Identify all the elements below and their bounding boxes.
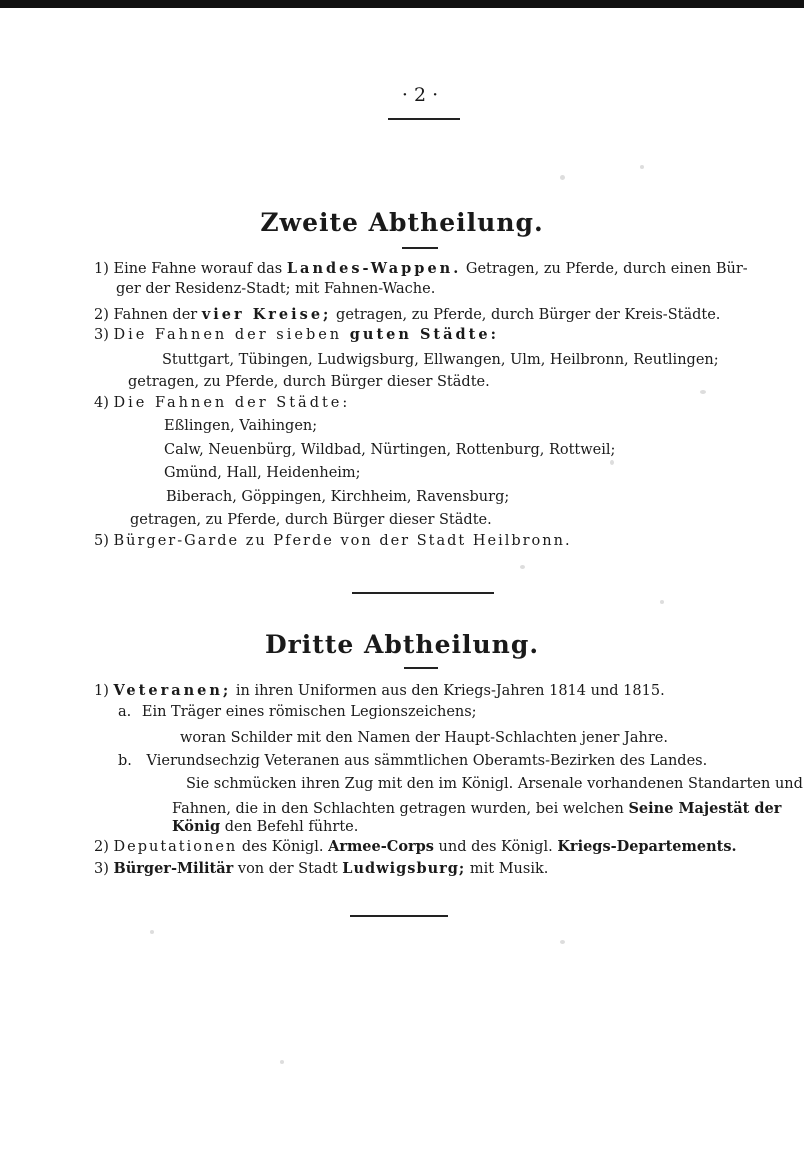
scan-speck <box>520 565 525 569</box>
list-item-1 <box>94 682 665 699</box>
item-emphasis: Bürger-Militär <box>113 860 234 877</box>
item-text: Die Fahnen der sieben <box>113 327 350 343</box>
item-number: 3) <box>94 861 109 877</box>
item-text: den Befehl führte. <box>220 819 359 835</box>
scan-top-border <box>0 0 804 8</box>
section-title-dritte: Dritte Abtheilung. <box>264 630 540 659</box>
section-divider <box>350 915 448 917</box>
city-list: Stuttgart, Tübingen, Ludwigsburg, Ellwangen, Ulm, Heilbronn, Reutlingen; <box>162 352 719 368</box>
item-number: 2) <box>94 839 109 855</box>
header-rule <box>388 118 460 120</box>
sub-item-a-cont: woran Schilder mit den Namen der Haupt-Schlachten jener Jahre. <box>180 730 668 746</box>
item-text: Eine Fahne worauf das <box>113 261 287 277</box>
item-text: des Königl. <box>237 839 329 855</box>
item-text: von der Stadt <box>233 861 343 877</box>
item-emphasis: guten Städte: <box>349 326 499 343</box>
item-emphasis: vier Kreise; <box>201 306 332 323</box>
sub-item-b-cont <box>172 818 358 835</box>
scan-speck <box>700 390 706 394</box>
sub-item-letter: b. <box>118 753 132 769</box>
sub-item-b <box>118 753 707 769</box>
title-underline <box>404 667 438 669</box>
city-list: Biberach, Göppingen, Kirchheim, Ravensburg; <box>166 489 510 505</box>
list-item-1-cont: ger der Residenz-Stadt; mit Fahnen-Wache. <box>116 281 436 297</box>
sub-item-a <box>118 704 477 720</box>
list-item-2 <box>94 838 737 855</box>
scan-speck <box>150 930 154 934</box>
item-text: in ihren Uniformen aus den Kriegs-Jahren 1814 und 1815. <box>231 683 665 699</box>
city-list: Eßlingen, Vaihingen; <box>164 418 318 434</box>
scan-speck <box>560 175 565 180</box>
item-number: 5) <box>94 533 109 549</box>
sub-item-b-cont <box>172 800 781 817</box>
item-text: Getragen, zu Pferde, durch einen Bür- <box>461 261 748 277</box>
item-number: 2) <box>94 307 109 323</box>
item-emphasis: Deputationen <box>113 839 238 855</box>
item-emphasis: Landes-Wappen. <box>286 260 462 277</box>
scan-speck <box>280 1060 284 1064</box>
scan-speck <box>660 600 664 604</box>
item-number: 1) <box>94 683 109 699</box>
item-text: Fahnen, die in den Schlachten getragen wurden, bei welchen <box>172 801 629 817</box>
sub-item-b-cont: Sie schmücken ihren Zug mit den im Königl. Arsenale vorhandenen Standarten und <box>186 776 803 792</box>
city-list: Calw, Neuenbürg, Wildbad, Nürtingen, Rottenburg, Rottweil; <box>164 442 616 458</box>
list-item-3 <box>94 860 548 877</box>
section-divider <box>352 592 494 594</box>
list-item-3 <box>94 326 499 343</box>
item-emphasis: Ludwigsburg; <box>342 860 466 877</box>
sub-item-letter: a. <box>118 704 132 720</box>
list-item-5 <box>94 533 572 549</box>
carried-note: getragen, zu Pferde, durch Bürger dieser Städte. <box>130 512 492 528</box>
list-item-1 <box>94 260 748 277</box>
item-text: Ein Träger eines römischen Legionszeichens; <box>141 704 477 720</box>
scan-speck <box>560 940 565 944</box>
title-underline <box>402 247 438 249</box>
page-number: · 2 · <box>401 84 439 106</box>
item-text: Die Fahnen der Städte: <box>113 395 351 411</box>
list-item-4 <box>94 395 350 411</box>
item-text: und des Königl. <box>433 839 558 855</box>
item-emphasis: König <box>172 818 221 835</box>
item-emphasis: Veteranen; <box>113 682 232 699</box>
section-title-zweite: Zweite Abtheilung. <box>260 208 544 237</box>
city-list: Gmünd, Hall, Heidenheim; <box>164 465 361 481</box>
item-text: Bürger-Garde zu Pferde von der Stadt Heilbronn. <box>113 533 572 549</box>
item-number: 3) <box>94 327 109 343</box>
item-number: 4) <box>94 395 109 411</box>
list-item-2 <box>94 306 720 323</box>
item-text: mit Musik. <box>465 861 549 877</box>
item-text: Vierundsechzig Veteranen aus sämmtlichen Oberamts-Bezirken des Landes. <box>146 753 708 769</box>
item-text: getragen, zu Pferde, durch Bürger der Kreis-Städte. <box>331 307 721 323</box>
item-text: Fahnen der <box>113 307 202 323</box>
item-emphasis: Kriegs-Departements. <box>557 838 737 855</box>
item-emphasis: Seine Majestät der <box>628 800 782 817</box>
item-emphasis: Armee-Corps <box>328 838 434 855</box>
item-number: 1) <box>94 261 109 277</box>
carried-note: getragen, zu Pferde, durch Bürger dieser Städte. <box>128 374 490 390</box>
scan-speck <box>610 460 614 465</box>
scan-speck <box>640 165 644 169</box>
